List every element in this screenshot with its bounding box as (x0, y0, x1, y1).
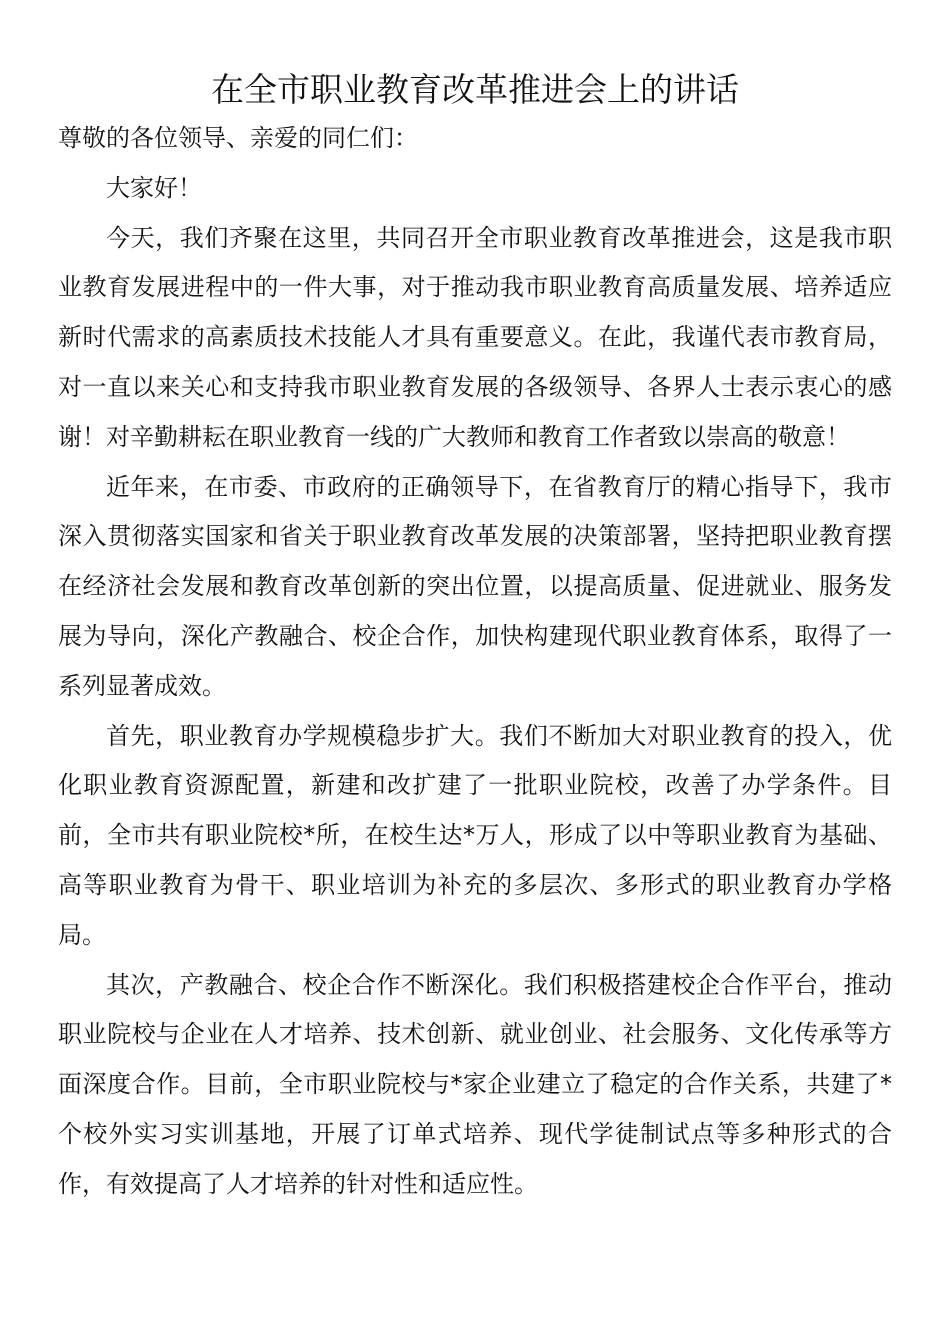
paragraph-cooperation: 其次，产教融合、校企合作不断深化。我们积极搭建校企合作平台，推动职业院校与企业在人才培养、技术创新、就业创业、社会服务、文化传承等方面深度合作。目前，全市职业院校与*家企业建立了稳定的合作关系，共建了*个校外实习实训基地，开展了订单式培养、现代学徒制试点等多种形式的合作，有效提高了人才培养的针对性和适应性。 (58, 970, 892, 1198)
paragraph-achievements: 近年来，在市委、市政府的正确领导下，在省教育厅的精心指导下，我市深入贯彻落实国家和省关于职业教育改革发展的决策部署，坚持把职业教育摆在经济社会发展和教育改革创新的突出位置，以提高质量、促进就业、服务发展为导向，深化产教融合、校企合作，加快构建现代职业教育体系，取得了一系列显著成效。 (58, 472, 892, 700)
document-title: 在全市职业教育改革推进会上的讲话 (211, 70, 739, 109)
paragraph-scale: 首先，职业教育办学规模稳步扩大。我们不断加大对职业教育的投入，优化职业教育资源配置，新建和改扩建了一批职业院校，改善了办学条件。目前，全市共有职业院校*所，在校生达*万人，形成了以中等职业教育为基础、高等职业教育为骨干、职业培训为补充的多层次、多形式的职业教育办学格局。 (58, 721, 892, 949)
paragraph-greeting: 大家好！ (106, 173, 202, 202)
document-body (58, 114, 892, 1210)
salutation: 尊敬的各位领导、亲爱的同仁们： (58, 124, 418, 152)
paragraph-opening: 今天，我们齐聚在这里，共同召开全市职业教育改革推进会，这是我市职业教育发展进程中的一件大事，对于推动我市职业教育高质量发展、培养适应新时代需求的高素质技术技能人才具有重要意义。在此，我谨代表市教育局，对一直以来关心和支持我市职业教育发展的各级领导、各界人士表示衷心的感谢！对辛勤耕耘在职业教育一线的广大教师和教育工作者致以崇高的敬意！ (58, 223, 892, 451)
